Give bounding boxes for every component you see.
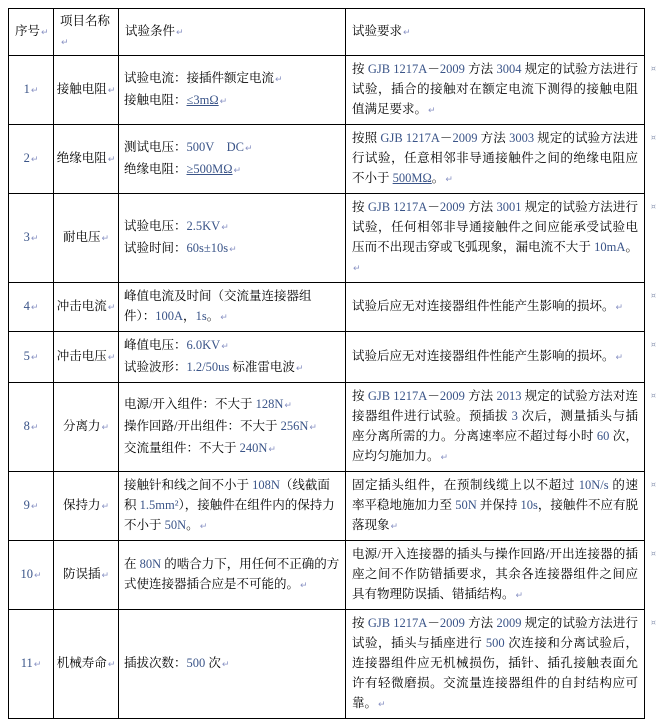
paragraph: 试验电压：2.5KV↵ bbox=[124, 219, 229, 233]
row-end-mark-icon: ¤ bbox=[650, 291, 656, 300]
row-end-mark-icon: ¤ bbox=[650, 340, 656, 349]
row-end-mark-icon: ¤ bbox=[650, 64, 656, 73]
paragraph bbox=[13, 227, 49, 249]
paragraph bbox=[13, 79, 49, 101]
project-name-cell bbox=[54, 125, 119, 194]
paragraph-mark-icon: ↵ bbox=[107, 660, 116, 670]
latin-text-run: 60 bbox=[596, 429, 610, 443]
paragraph-mark-icon: ↵ bbox=[107, 155, 116, 165]
paragraph-mark-icon: ↵ bbox=[233, 166, 242, 176]
latin-text-run: 256N bbox=[280, 419, 309, 433]
requirements-cell bbox=[346, 125, 656, 194]
latin-text-run: GJB bbox=[380, 131, 403, 145]
latin-text-run: 1217A bbox=[393, 200, 428, 214]
requirements-cell bbox=[346, 194, 656, 283]
paragraph: 接触电阻↵ bbox=[56, 82, 116, 96]
table-row bbox=[9, 194, 645, 283]
table-body bbox=[9, 56, 656, 719]
paragraph: 试验电流：接插件额定电流↵ bbox=[124, 71, 283, 85]
project-name-cell bbox=[54, 194, 119, 283]
paragraph-mark-icon: ↵ bbox=[615, 303, 624, 313]
paragraph bbox=[13, 495, 49, 517]
latin-text-run: 1s bbox=[195, 309, 207, 323]
paragraph: 分离力↵ bbox=[62, 419, 110, 433]
paragraph-mark-icon: ↵ bbox=[221, 660, 230, 670]
table-row bbox=[9, 56, 645, 125]
conditions-cell bbox=[119, 125, 346, 194]
latin-text-run: 240N bbox=[239, 441, 268, 455]
paragraph: 机械寿命↵ bbox=[56, 656, 116, 670]
latin-text-run: 1217A bbox=[393, 62, 428, 76]
latin-text-run: 5 bbox=[23, 349, 30, 363]
paragraph-mark-icon: ↵ bbox=[440, 453, 449, 463]
latin-text-run: 1.5mm² bbox=[139, 498, 179, 512]
paragraph-mark-icon: ↵ bbox=[244, 144, 253, 154]
row-index-cell bbox=[9, 610, 54, 719]
requirements-cell bbox=[346, 541, 656, 610]
table-row bbox=[9, 283, 645, 332]
latin-text-run: 4 bbox=[23, 299, 30, 313]
paragraph: 峰值电流及时间（交流量连接器组件）：100A，1s。↵ bbox=[124, 289, 312, 323]
paragraph-mark-icon: ↵ bbox=[403, 28, 411, 38]
table-header-row bbox=[9, 9, 645, 56]
header-cell-project-name bbox=[54, 9, 119, 56]
paragraph-mark-icon: ↵ bbox=[101, 571, 110, 581]
latin-text-run: DC bbox=[226, 140, 244, 154]
requirements-cell bbox=[346, 332, 656, 383]
latin-text-run: 2009 bbox=[452, 131, 478, 145]
paragraph-mark-icon: ↵ bbox=[107, 353, 116, 363]
row-index-cell bbox=[9, 56, 54, 125]
conditions-cell bbox=[119, 383, 346, 472]
requirements-cell bbox=[346, 283, 656, 332]
conditions-cell bbox=[119, 472, 346, 541]
latin-text-run: GJB bbox=[367, 389, 391, 403]
paragraph bbox=[13, 564, 49, 586]
latin-text-run: 2009 bbox=[439, 616, 465, 630]
paragraph: 按 GJB 1217A－2009 方法 2009 规定的试验方法进行试验，插头与插座进行 500 次连接和分离试验后，连接器组件应无机械损伤，插针、插孔接触表面允许有轻微磨损。交流量连接器组件的自封结构应可靠。↵ bbox=[352, 616, 638, 710]
row-index-cell bbox=[9, 472, 54, 541]
row-end-mark-icon: ¤ bbox=[650, 133, 656, 142]
header-cell-test-conditions bbox=[119, 9, 346, 56]
paragraph bbox=[13, 416, 49, 438]
conditions-cell bbox=[119, 283, 346, 332]
paragraph-mark-icon: ↵ bbox=[221, 342, 229, 352]
latin-text-run: 1217A bbox=[393, 389, 428, 403]
row-end-mark-icon: ¤ bbox=[650, 480, 656, 489]
paragraph bbox=[13, 296, 49, 318]
paragraph: 峰值电压：6.0KV↵ bbox=[124, 338, 229, 352]
paragraph-mark-icon: ↵ bbox=[268, 445, 276, 455]
paragraph-mark-icon: ↵ bbox=[515, 591, 524, 601]
latin-text-run: 3004 bbox=[496, 62, 522, 76]
paragraph: 按 GJB 1217A－2009 方法 2013 规定的试验方法对连接器组件进行试验。预插拔 3 次后，测量插头与插座分离所需的力。分离速率应不超过每小时 60 次，应均匀施加力。↵ bbox=[352, 389, 638, 463]
latin-text-run: 108N bbox=[252, 478, 280, 492]
latin-text-run: 2009 bbox=[439, 389, 465, 403]
row-index-cell bbox=[9, 541, 54, 610]
paragraph-mark-icon: ↵ bbox=[30, 86, 39, 96]
paragraph-mark-icon: ↵ bbox=[199, 522, 208, 532]
latin-text-run: 3 bbox=[23, 230, 30, 244]
row-index-cell bbox=[9, 383, 54, 472]
paragraph-mark-icon: ↵ bbox=[30, 353, 39, 363]
paragraph-mark-icon: ↵ bbox=[107, 86, 116, 96]
table-row bbox=[9, 472, 645, 541]
project-name-cell bbox=[54, 332, 119, 383]
paragraph-mark-icon: ↵ bbox=[107, 303, 116, 313]
latin-text-run: 10N/s bbox=[578, 478, 609, 492]
latin-text-run: 2009 bbox=[439, 62, 465, 76]
paragraph: 按 GJB 1217A－2009 方法 3001 规定的试验方法进行试验，任何相邻非导通接触件之间应能承受试验电压而不出现击穿或飞弧现象，漏电流不大于 10mA。↵ bbox=[352, 200, 638, 274]
paragraph-mark-icon: ↵ bbox=[378, 700, 386, 710]
latin-text-run: 80N bbox=[139, 557, 162, 571]
row-index-cell bbox=[9, 194, 54, 283]
latin-text-run: 1217A bbox=[405, 131, 440, 145]
paragraph: 保持力↵ bbox=[62, 498, 110, 512]
latin-text-run: ≤3mΩ bbox=[186, 93, 219, 107]
latin-text-run: 1.2/50us bbox=[186, 360, 230, 374]
table-row bbox=[9, 125, 645, 194]
paragraph: 在 80N 的啮合力下，用任何不正确的方式使连接器插合应是不可能的。↵ bbox=[124, 557, 340, 591]
table-row bbox=[9, 383, 645, 472]
paragraph-mark-icon: ↵ bbox=[30, 303, 39, 313]
paragraph-mark-icon: ↵ bbox=[219, 97, 228, 107]
paragraph-mark-icon: ↵ bbox=[101, 502, 110, 512]
paragraph-mark-icon: ↵ bbox=[33, 571, 42, 581]
paragraph: 电源/开入组件：不大于 128N↵ bbox=[124, 397, 292, 411]
paragraph-mark-icon: ↵ bbox=[615, 353, 624, 363]
paragraph-mark-icon: ↵ bbox=[41, 28, 49, 38]
paragraph-mark-icon: ↵ bbox=[101, 423, 110, 433]
requirements-cell bbox=[346, 610, 656, 719]
conditions-cell bbox=[119, 56, 346, 125]
latin-text-run: 2 bbox=[23, 151, 30, 165]
latin-text-run: 2009 bbox=[439, 200, 465, 214]
header-cell-test-requirements bbox=[346, 9, 645, 56]
latin-text-run: GJB bbox=[367, 200, 391, 214]
paragraph: 交流量组件：不大于 240N↵ bbox=[124, 441, 276, 455]
paragraph-mark-icon: ↵ bbox=[30, 423, 39, 433]
paragraph: 绝缘电阻：≥500MΩ↵ bbox=[124, 162, 242, 176]
paragraph bbox=[13, 346, 49, 368]
paragraph: 试验时间：60s±10s↵ bbox=[124, 241, 237, 255]
latin-text-run: 1 bbox=[23, 82, 30, 96]
latin-text-run: GJB bbox=[367, 62, 391, 76]
project-name-cell bbox=[54, 472, 119, 541]
row-end-mark-icon: ¤ bbox=[650, 202, 656, 211]
row-end-mark-icon: ¤ bbox=[650, 618, 656, 627]
table-row bbox=[9, 541, 645, 610]
requirements-cell bbox=[346, 56, 656, 125]
header-label-seq: 序号↵ bbox=[15, 24, 49, 38]
row-index-cell bbox=[9, 283, 54, 332]
row-end-mark-icon: ¤ bbox=[650, 391, 656, 400]
project-name-cell bbox=[54, 283, 119, 332]
paragraph: 防误插↵ bbox=[62, 567, 110, 581]
conditions-cell bbox=[119, 610, 346, 719]
latin-text-run: 3001 bbox=[496, 200, 522, 214]
paragraph-mark-icon: ↵ bbox=[300, 581, 308, 591]
paragraph: 按照 GJB 1217A－2009 方法 3003 规定的试验方法进行试验，任意相邻非导通接触件之间的绝缘电阻应不小于 500MΩ。↵ bbox=[352, 131, 638, 185]
paragraph: 冲击电流↵ bbox=[56, 299, 116, 313]
paragraph-mark-icon: ↵ bbox=[295, 364, 304, 374]
paragraph: 试验后应无对连接器组件性能产生影响的损坏。↵ bbox=[352, 349, 624, 363]
latin-text-run: 1217A bbox=[393, 616, 428, 630]
paragraph bbox=[13, 148, 49, 170]
paragraph: 按 GJB 1217A－2009 方法 3004 规定的试验方法进行试验，插合的接触对在额定电流下测得的接触电阻值满足要求。↵ bbox=[352, 62, 638, 116]
project-name-cell bbox=[54, 541, 119, 610]
paragraph-mark-icon: ↵ bbox=[229, 245, 237, 255]
paragraph: 耐电压↵ bbox=[62, 230, 110, 244]
latin-text-run: 11 bbox=[20, 656, 33, 670]
header-label-test-conditions: 试验条件↵ bbox=[125, 24, 184, 38]
paragraph-mark-icon: ↵ bbox=[390, 522, 399, 532]
conditions-cell bbox=[119, 541, 346, 610]
paragraph: 插拔次数：500 次↵ bbox=[124, 656, 230, 670]
paragraph-mark-icon: ↵ bbox=[353, 264, 361, 274]
paragraph-mark-icon: ↵ bbox=[33, 660, 42, 670]
latin-text-run: 500V bbox=[186, 140, 215, 154]
project-name-cell bbox=[54, 610, 119, 719]
paragraph: 电源/开入连接器的插头与操作回路/开出连接器的插座之间不作防错插要求，其余各连接器组件之间应具有物理防误插、错插结构。↵ bbox=[352, 547, 638, 601]
paragraph-mark-icon: ↵ bbox=[220, 313, 228, 323]
conditions-cell bbox=[119, 332, 346, 383]
latin-text-run: 500 bbox=[485, 636, 505, 650]
paragraph-mark-icon: ↵ bbox=[221, 223, 229, 233]
latin-text-run: 10s bbox=[520, 498, 538, 512]
table-row bbox=[9, 332, 645, 383]
project-name-cell bbox=[54, 56, 119, 125]
latin-text-run: 50N bbox=[164, 518, 187, 532]
table-row bbox=[9, 610, 645, 719]
row-index-cell bbox=[9, 332, 54, 383]
row-end-mark-icon: ¤ bbox=[650, 549, 656, 558]
latin-text-run: 500 bbox=[186, 656, 206, 670]
latin-text-run: GJB bbox=[367, 616, 391, 630]
paragraph-mark-icon: ↵ bbox=[309, 423, 317, 433]
latin-text-run: ≥500MΩ bbox=[186, 162, 233, 176]
paragraph: 试验波形：1.2/50us 标准雷电波↵ bbox=[124, 360, 304, 374]
paragraph-mark-icon: ↵ bbox=[176, 28, 184, 38]
latin-text-run: 10mA bbox=[594, 240, 626, 254]
paragraph: 试验后应无对连接器组件性能产生影响的损坏。↵ bbox=[352, 299, 624, 313]
latin-text-run: 128N bbox=[255, 397, 284, 411]
header-label-project-name: 项目名称↵ bbox=[60, 14, 111, 48]
paragraph-mark-icon: ↵ bbox=[30, 155, 39, 165]
latin-text-run: 2009 bbox=[496, 616, 522, 630]
paragraph-mark-icon: ↵ bbox=[61, 38, 69, 48]
paragraph: 接触针和线之间不小于 108N（线截面积 1.5mm²），接触件在组件内的保持力不小于 50N。↵ bbox=[124, 478, 335, 532]
latin-text-run: 8 bbox=[23, 419, 30, 433]
paragraph bbox=[13, 653, 49, 675]
latin-text-run: 3003 bbox=[509, 131, 535, 145]
paragraph-mark-icon: ↵ bbox=[101, 234, 110, 244]
latin-text-run: 10 bbox=[20, 567, 33, 581]
requirements-cell bbox=[346, 472, 656, 541]
paragraph-mark-icon: ↵ bbox=[30, 502, 39, 512]
paragraph-mark-icon: ↵ bbox=[445, 175, 453, 185]
paragraph: 绝缘电阻↵ bbox=[56, 151, 116, 165]
latin-text-run: 2.5KV bbox=[186, 219, 221, 233]
row-index-cell bbox=[9, 125, 54, 194]
latin-text-run: 500MΩ bbox=[392, 171, 432, 185]
paragraph-mark-icon: ↵ bbox=[428, 106, 436, 116]
paragraph-mark-icon: ↵ bbox=[284, 401, 292, 411]
latin-text-run: 100A bbox=[155, 309, 184, 323]
header-cell-seq bbox=[9, 9, 54, 56]
header-label-test-requirements: 试验要求↵ bbox=[352, 24, 411, 38]
latin-text-run: 50N bbox=[455, 498, 477, 512]
test-spec-table bbox=[8, 8, 656, 719]
paragraph-mark-icon: ↵ bbox=[275, 75, 283, 85]
latin-text-run: 2013 bbox=[496, 389, 522, 403]
paragraph-mark-icon: ↵ bbox=[30, 234, 39, 244]
project-name-cell bbox=[54, 383, 119, 472]
latin-text-run: 9 bbox=[23, 498, 30, 512]
latin-text-run: 6.0KV bbox=[186, 338, 221, 352]
latin-text-run: 3 bbox=[511, 409, 518, 423]
paragraph: 接触电阻：≤3mΩ↵ bbox=[124, 93, 228, 107]
paragraph: 测试电压：500V DC↵ bbox=[124, 140, 253, 154]
conditions-cell bbox=[119, 194, 346, 283]
requirements-cell bbox=[346, 383, 656, 472]
paragraph: 固定插头组件，在预制线缆上以不超过 10N/s 的速率平稳地施加力至 50N 并保持 10s，接触件不应有脱落现象↵ bbox=[352, 478, 638, 532]
paragraph: 冲击电压↵ bbox=[56, 349, 116, 363]
paragraph: 操作回路/开出组件：不大于 256N↵ bbox=[124, 419, 317, 433]
latin-text-run: 60s±10s bbox=[186, 241, 229, 255]
